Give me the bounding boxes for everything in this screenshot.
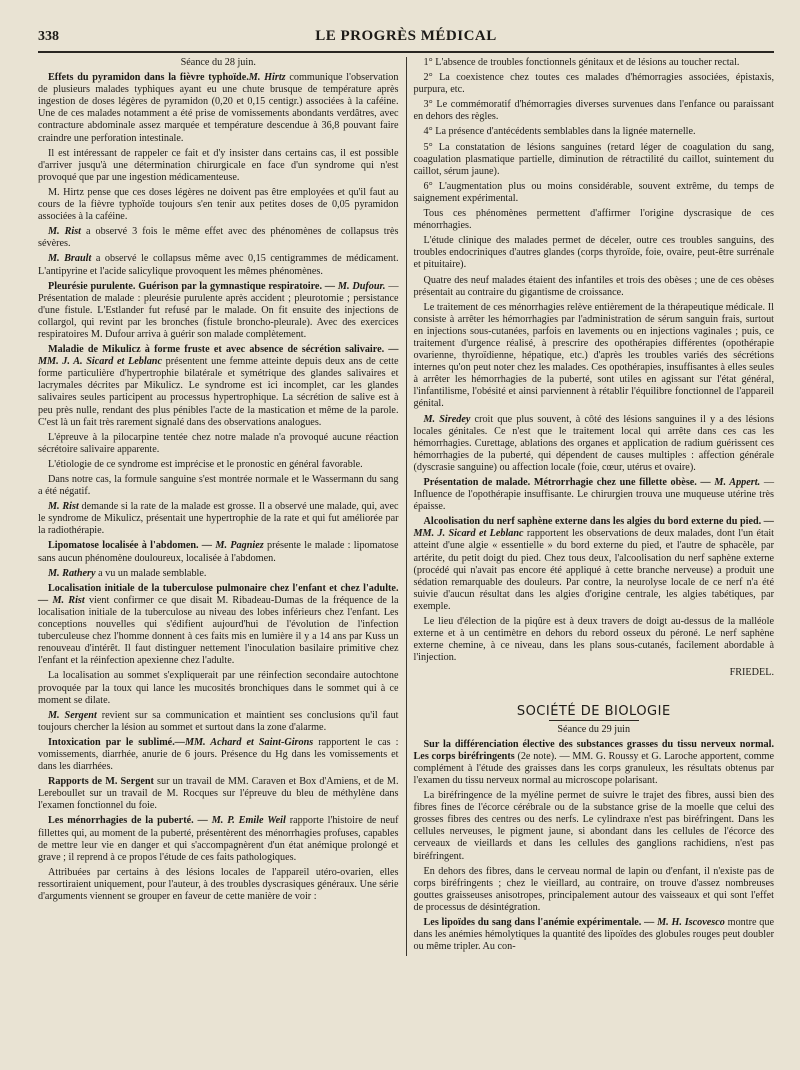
paragraph-heading: Les ménorrhagies de la puberté.	[48, 815, 194, 827]
paragraph-text: présente le malade : lipomatose sans aucun phénomène douloureux, localisée à l'abdomen.	[38, 540, 399, 564]
paragraph	[38, 72, 399, 145]
paragraph-text: 2° La coexistence chez toutes ces malades d'hémorragies associées, épistaxis, purpura, etc.	[413, 72, 774, 96]
paragraph-text: La biréfringence de la myéline permet de suivre le trajet des fibres, aussi bien des fibres fines de l'écorce cérébrale ou de la substance grise de la moelle que celui des grosses fibres des centres ou des nerfs. Le cylindraxe n'est pas biréfringent. Dans les cellules nerveuses, le pigment jaune, si abondant dans les cellules de l'écorce des cerveaux de vieillards et dans les cellules des ganglions rachidiens, n'est pas biréfringent.	[413, 790, 774, 862]
paragraph	[38, 281, 399, 341]
society-session-date: Séance du 29 juin	[557, 723, 631, 735]
paragraph	[414, 616, 775, 664]
paragraph-heading: Localisation initiale de la tuberculose pulmonaire chez l'enfant et chez l'adulte.	[48, 582, 399, 594]
paragraph	[38, 187, 399, 223]
paragraph	[414, 739, 775, 787]
paragraph-heading: Présentation de malade. Métrorrhagie chez une fillette obèse.	[423, 477, 697, 488]
paragraph	[414, 275, 775, 299]
speaker: M. Rist	[48, 226, 82, 238]
paragraph-heading: Effets du pyramidon dans la fièvre typhoïde.	[48, 72, 249, 84]
speaker: — M. Dufour.	[322, 280, 386, 292]
paragraph	[414, 917, 775, 953]
paragraph	[414, 302, 775, 411]
paragraph-text: Le traitement de ces ménorrhagies relève entièrement de la thérapeutique médicale. Il consiste à arrêter les hémorrhagies par l'administration de sérum sanguin frais, surtout en injections sous-cutanées, parfois en lavements ou en injections vaginales ; puis, ce traitement d'urgence réalisé, à prescrire des opothérapies différentes (opothérapie ovarienne, thyroïdienne, hépatique, etc.) d'après les troubles variés des sécrétions internes qu'on peut noter chez les malades. Ces opothérapies, insuffisantes à elles seules à arrêter les hémorrhagies de la puberté, sont utiles en agissant sur l'état général, l'infantilisme, l'obésité et ainsi parviennent à rétablir l'équilibre fonctionnel de l'appareil génital.	[413, 301, 774, 410]
paragraph	[38, 670, 399, 706]
paragraph-text: L'étiologie de ce syndrome est imprécise et le pronostic en général favorable.	[48, 458, 363, 470]
paragraph	[38, 501, 399, 537]
speaker: M. Brault	[48, 253, 92, 265]
paragraph-text: a observé le collapsus même avec 0,15 centigrammes de médicament. L'antipyrine et l'acide salicylique provoquent les mêmes phénomènes.	[38, 253, 399, 277]
paragraph-text: revient sur sa communication et maintient ses conclusions qu'il faut toujours chercher la lésion au sommet et surtout dans la zone d'alarme.	[38, 709, 399, 733]
paragraph	[414, 142, 775, 178]
paragraph	[414, 866, 775, 914]
paragraph-heading: Alcoolisation du nerf saphène externe dans les algies du bord externe du pied.	[423, 516, 762, 528]
paragraph	[38, 344, 399, 429]
paragraph	[414, 72, 775, 96]
paragraph-text: croit que plus souvent, à côté des lésions sanguines il y a des lésions locales génitales. Ce n'est que le traitement local qui arrête dans ces cas les hémorrhagies. Curettage, ablations des organes et application de radium guérissent ces hémorrhagies de la puberté, qui dépendent de causes multiples : affection générale (dyscrasie sanguine) ou affection locale (foie, cœur, utérus et ovaire).	[413, 413, 774, 473]
speaker: M. Hirtz	[248, 72, 286, 84]
paragraph-text: Le lieu d'élection de la piqûre est à deux travers de doigt au-dessus de la malléole externe et à un centimètre en dehors du rebord osseux du péroné. Le nerf saphène externe chemine, à ce niveau, dans les plans sous-cutanés, facilement abordable à l'injection.	[413, 616, 774, 664]
paragraph	[414, 126, 775, 138]
paragraph-heading: Sur la différenciation élective des substances grasses du tissu nerveux normal. Les corps biréfringents	[413, 738, 774, 762]
paragraph-text: Il est intéressant de rappeler ce fait et d'y insister dans certains cas, il est possible d'arriver jusqu'à une détermination chirurgicale en face d'un syndrome qui n'est provoqué que par une ingestion médicamenteuse.	[38, 147, 399, 183]
speaker: M. Siredey	[423, 413, 471, 425]
paragraph-text: En dehors des fibres, dans le cerveau normal de lapin ou d'enfant, il n'existe pas de corps biréfringents ; chez le vieillard, au contraire, on trouve d'assez nombreuses gouttes graisseuses anisotropes, principalement autour des vaisseaux et qui sont l'effet de processus de désintégration.	[413, 865, 774, 913]
paragraph-text: La localisation au sommet s'expliquerait par une réinfection secondaire autochtone provoquée par la toux qui lance les mucosités bronchiques dans le sommet qui à ce moment se dilate.	[38, 670, 399, 706]
society-title: SOCIÉTÉ DE BIOLOGIE	[516, 703, 671, 719]
speaker: — M. H. Iscovesco	[641, 917, 725, 928]
speaker: M. Rathery	[48, 567, 96, 579]
paragraph-text: 4° La présence d'antécédents semblables dans la lignée maternelle.	[423, 126, 696, 138]
paragraph-heading: Maladie de Mikulicz à forme fruste et avec absence de sécrétion salivaire.	[48, 344, 385, 356]
paragraph	[38, 253, 399, 277]
society-rule	[549, 720, 639, 721]
signature: FRIEDEL.	[729, 667, 774, 679]
paragraph-heading: Intoxication par le sublimé.	[48, 736, 175, 748]
paragraph-text: demande si la rate de la malade est grosse. Il a observé une malade, qui, avec le syndrome de Mikulicz, présentait une hypertrophie de la rate et qui fut améliorée par la radiothérapie.	[38, 501, 399, 537]
paragraph-text: communique l'observation de plusieurs malades typhiques ayant eu une chute brusque de température après ingestion de doses légères de pyramidon (0,20 et 0,15 centigr.) associées à la caféine. Une de ces malades notamment a été prise de vomissements abondants verdâtres, avec contracture abdominale assez marquée et température descendue à 36,8 pouvant faire craindre une perforation intestinale.	[38, 72, 399, 144]
speaker: — M. Rist	[38, 594, 85, 606]
paragraph	[414, 790, 775, 863]
paragraph-text: a vu un malade semblable.	[95, 567, 207, 579]
text-columns	[38, 57, 774, 956]
paragraph	[414, 414, 775, 474]
paragraph-text: rapportent les observations de deux malades, dont l'un était atteint d'une algie « essentielle » du bord externe du pied, et l'autre de sphacèle, par artérite, du petit doigt du pied. Chez tous deux, l'alcoolisation du nerf saphène externe (procédé qui n'avait pas encore été appliqué à cette branche nerveuse) a produit une sédation remarquable des douleurs. Par contre, la neurolyse locale de ce nerf n'a été suivie d'aucun résultat dans les algies d'origine centrale, les algies tabétiques, par exemple.	[413, 528, 774, 612]
paragraph	[414, 99, 775, 123]
paragraph	[38, 540, 399, 564]
paragraph-text: (2e note). — MM. G. Roussy et G. Laroche apportent, comme complément à l'étude des graisses dans les corps granuleux, les résultats obtenus par l'examen du tissu nerveux normal au microscope polarisant.	[413, 750, 774, 786]
paragraph-text: 1° L'absence de troubles fonctionnels génitaux et de lésions au toucher rectal.	[423, 57, 740, 68]
paragraph	[38, 432, 399, 456]
paragraph-text: 5° La constatation de lésions sanguines (retard léger de coagulation du sang, coagulation plasmatique partielle, diminution de rétractilité du caillot, suintement du caillot, sérum jaune).	[413, 141, 774, 177]
paragraph-text: Dans notre cas, la formule sanguine s'est montrée normale et le Wassermann du sang a été négatif.	[38, 474, 399, 498]
paragraph-text: rapportent le cas : vomissements, diarrhée, anurie de 6 jours. Présence du Hg dans les vomissements et dans les diarrhées.	[38, 736, 399, 773]
speaker: M. Sergent	[48, 709, 97, 721]
paragraph-text: sur un travail de MM. Caraven et Box d'Amiens, et de M. Lereboullet sur un travail de M. Rocques sur l'épreuve du bleu de méthylène dans l'examen fonctionnel du foie.	[38, 776, 399, 812]
speaker: — M. Pagniez	[198, 540, 264, 552]
paragraph	[414, 235, 775, 271]
paragraph-heading: Pleurésie purulente. Guérison par la gymnastique respiratoire.	[48, 280, 323, 292]
left-column	[38, 57, 406, 956]
paragraph-heading: Les lipoïdes du sang dans l'anémie expérimentale.	[423, 917, 642, 928]
speaker: — MM. J. Sicard et Leblanc	[413, 516, 774, 540]
paragraph-text: 3° Le commémoratif d'hémorragies diverses survenues dans l'enfance ou paraissant en dehors des règles.	[413, 99, 774, 123]
paragraph-text: 6° L'augmentation plus ou moins considérable, souvent extrême, du temps de saignement expérimental.	[413, 180, 774, 204]
paragraph-text: L'étude clinique des malades permet de déceler, outre ces troubles sanguins, des troubles endocriniques d'autres glandes (corps thyroïde, foie, ovaire, peut-être surrénale et pituitaire).	[413, 235, 774, 271]
running-head	[38, 28, 774, 53]
paragraph-text: montre que dans les anémies hémolytiques la quantité des lipoïdes des globules rouges peut doubler ou même tripler. Au con-	[413, 917, 775, 953]
paragraph-heading: Rapports de M. Sergent	[48, 776, 154, 788]
paragraph	[38, 568, 399, 580]
speaker: — MM. J. A. Sicard et Leblanc	[38, 344, 399, 368]
paragraph-text: Quatre des neuf malades étaient des infantiles et trois des obèses ; une de ces obèses présentait au contraire du gigantisme de croissance.	[413, 274, 774, 298]
paragraph	[38, 710, 399, 734]
paragraph-text: a observé 3 fois le même effet avec des phénomènes de collapsus très sévères.	[38, 226, 399, 250]
paragraph	[38, 867, 399, 903]
speaker: M. Rist	[48, 501, 79, 513]
paragraph	[414, 477, 775, 513]
paragraph	[38, 815, 399, 863]
paragraph-text: L'épreuve à la pilocarpine tentée chez notre malade n'a provoqué aucune réaction sécrétoire salivaire apparente.	[38, 431, 399, 455]
paragraph-text: — Influence de l'opothérapie insuffisante. Le chirurgien trouva une muqueuse utérine très épaisse.	[413, 477, 775, 513]
paragraph	[38, 459, 399, 471]
right-column	[406, 57, 775, 956]
speaker: — M. Appert.	[696, 477, 761, 488]
paragraph	[414, 57, 775, 69]
paragraph	[38, 583, 399, 668]
paragraph-text: M. Hirtz pense que ces doses légères ne doivent pas être employées et qu'il faut au cours de la fièvre typhoïde toujours s'en tenir aux petites doses de 0,05 pyramidon associées à la caféine.	[38, 186, 399, 223]
paragraph-text: rapporte l'histoire de neuf fillettes qui, au moment de la puberté, présentèrent des ménorrhagies profuses, capables de mettre leur vie en danger et qui s'accompagnèrent d'un état anémique prolongé et grave ; il reprend à ce propos l'étude de ces faits pathologiques.	[38, 815, 399, 863]
paragraph-heading: Lipomatose localisée à l'abdomen.	[48, 540, 199, 552]
paragraph	[38, 737, 399, 773]
paragraph	[38, 226, 399, 250]
journal-title: LE PROGRÈS MÉDICAL	[315, 28, 497, 44]
paragraph	[414, 208, 775, 232]
page-number: 338	[38, 29, 59, 44]
paragraph	[414, 516, 775, 613]
paragraph-text: présentent une femme atteinte depuis deux ans de cette forme particulière d'hypertrophie bilatérale et symétrique des glandes salivaires et lacrymales décrites par Mikulicz. Le syndrome est ici incomplet, car les glandes salivaires seules participent au processus hypertrophique. La sécrétion de salive est à peu près nulle, rendant des plus pénibles l'acte de la mastication et même de la parole. C'est là un fait très rarement signalé dans des observations analogues.	[38, 356, 399, 428]
paragraph	[38, 148, 399, 184]
paragraph-text: vient confirmer ce que disait M. Ribadeau-Dumas de la fréquence de la localisation initiale de la tuberculose au niveau des lobes inférieurs chez l'enfant. Les conceptions nouvelles qui s'édifient aujourd'hui de l'évolution de l'infection tuberculeuse chez l'homme donnent à ces faits mis en lumière il y a 14 ans par Kuss un renouveau d'intérêt. Il faut distinguer nettement l'inoculation basilaire primitive chez l'enfant et la réinfection apexienne chez l'adulte.	[38, 594, 399, 667]
paragraph	[38, 474, 399, 498]
paragraph-text: Tous ces phénomènes permettent d'affirmer l'origine dyscrasique de ces ménorrhagies.	[413, 208, 774, 232]
paragraph-text: — Présentation de malade : pleurésie purulente après accident ; pleurotomie ; persistance d'une fistule. L'Estlander fut refusé par le malade. On fit ensuite des injections de collargol, qui revint par les bronches (fistule broncho-pleurale). Avec des exercices respiratoires M. Dufour arriva à guérir son malade complètement.	[38, 280, 399, 340]
paragraph	[38, 776, 399, 812]
speaker: —MM. Achard et Saint-Girons	[174, 736, 314, 748]
speaker: — M. P. Emile Weil	[193, 815, 286, 827]
session-date: Séance du 28 juin.	[180, 57, 256, 68]
paragraph	[414, 181, 775, 205]
paragraph-text: Attribuées par certains à des lésions locales de l'appareil utéro-ovarien, elles ressortiraient uniquement, pour l'auteur, à des troubles dyscrasiques généraux. Une série d'arguments viennent se grouper en faveur de cette manière de voir :	[38, 866, 399, 902]
